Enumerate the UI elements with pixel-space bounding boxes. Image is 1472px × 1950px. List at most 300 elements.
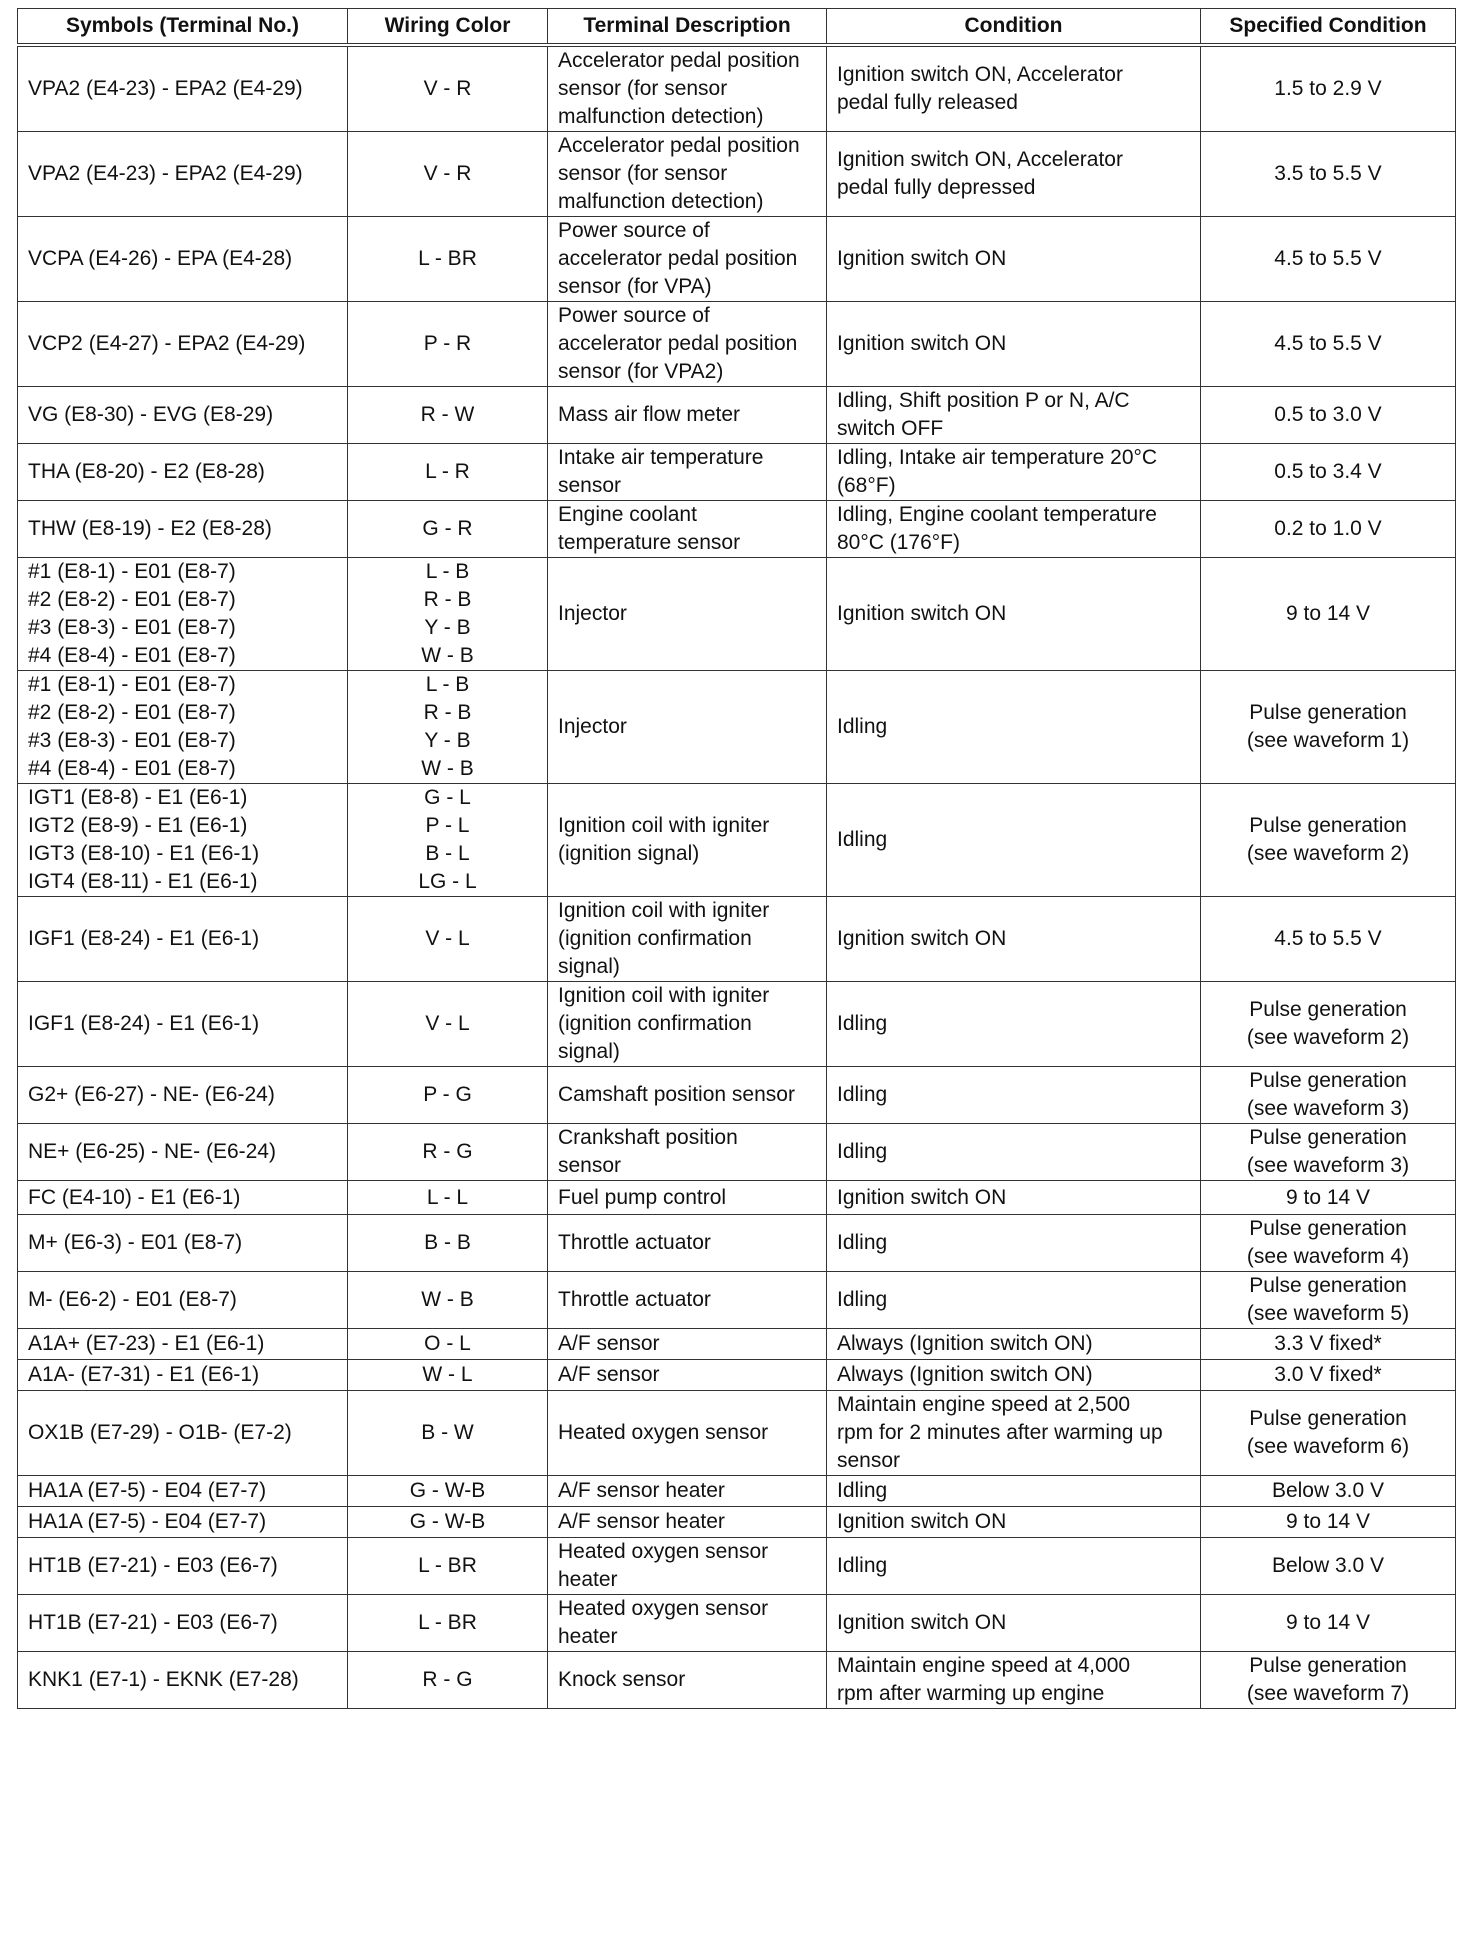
cell-line: #4 (E8-4) - E01 (E8-7) (28, 644, 236, 667)
cell-line: Pulse generation (1249, 814, 1407, 837)
table-row (18, 784, 1456, 897)
cell-specified-condition (1201, 1652, 1456, 1709)
cell-line: Intake air temperature (558, 446, 764, 469)
cell-condition (827, 897, 1201, 982)
cell-specified-condition (1201, 387, 1456, 444)
cell-symbols (18, 1595, 348, 1652)
table-row (18, 387, 1456, 444)
cell-line: Knock sensor (558, 1668, 686, 1691)
cell-symbols (18, 1538, 348, 1595)
table-row (18, 1391, 1456, 1476)
cell-symbols (18, 217, 348, 302)
cell-line: Heated oxygen sensor (558, 1540, 769, 1563)
cell-line: 4.5 to 5.5 V (1274, 332, 1382, 355)
cell-specified-condition (1201, 1507, 1456, 1538)
cell-wiring-color (348, 217, 548, 302)
cell-terminal-description (548, 1507, 827, 1538)
cell-specified-condition (1201, 1329, 1456, 1360)
table-row (18, 671, 1456, 784)
cell-line: G2+ (E6-27) - NE- (E6-24) (28, 1083, 275, 1106)
cell-symbols (18, 45, 348, 132)
cell-condition (827, 1507, 1201, 1538)
cell-wiring-color (348, 1595, 548, 1652)
cell-wiring-color (348, 558, 548, 671)
cell-line: Maintain engine speed at 4,000 (837, 1654, 1131, 1677)
cell-symbols (18, 1391, 348, 1476)
cell-line: W - L (422, 1363, 473, 1386)
cell-symbols (18, 132, 348, 217)
table-row (18, 217, 1456, 302)
cell-line: L - BR (418, 247, 477, 270)
cell-specified-condition (1201, 45, 1456, 132)
cell-line: HT1B (E7-21) - E03 (E6-7) (28, 1611, 278, 1634)
cell-line: switch OFF (837, 417, 944, 440)
cell-line: accelerator pedal position (558, 247, 798, 270)
cell-line: (see waveform 2) (1246, 842, 1410, 865)
cell-line: A1A- (E7-31) - E1 (E6-1) (28, 1363, 260, 1386)
cell-line: IGT2 (E8-9) - E1 (E6-1) (28, 814, 248, 837)
cell-terminal-description (548, 501, 827, 558)
cell-line: Pulse generation (1249, 1217, 1407, 1240)
cell-symbols (18, 1272, 348, 1329)
cell-line: A/F sensor heater (558, 1510, 725, 1533)
cell-line: Pulse generation (1249, 1407, 1407, 1430)
cell-line: Idling (837, 1554, 888, 1577)
cell-specified-condition (1201, 982, 1456, 1067)
cell-specified-condition (1201, 558, 1456, 671)
cell-line: LG - L (418, 870, 477, 893)
cell-specified-condition (1201, 501, 1456, 558)
cell-condition (827, 302, 1201, 387)
cell-wiring-color (348, 671, 548, 784)
cell-line: Accelerator pedal position (558, 134, 800, 157)
cell-line: Throttle actuator (558, 1231, 711, 1254)
cell-symbols (18, 1360, 348, 1391)
cell-line: Fuel pump control (558, 1185, 727, 1209)
cell-line: #1 (E8-1) - E01 (E8-7) (28, 560, 236, 583)
cell-specified-condition (1201, 1391, 1456, 1476)
cell-line: B - B (424, 1231, 471, 1254)
cell-line: Accelerator pedal position (558, 49, 800, 72)
cell-terminal-description (548, 1476, 827, 1507)
cell-terminal-description (548, 558, 827, 671)
table-row (18, 1476, 1456, 1507)
cell-line: sensor (837, 1449, 901, 1472)
cell-line: 9 to 14 V (1285, 1611, 1371, 1634)
cell-line: rpm for 2 minutes after warming up (837, 1421, 1163, 1444)
cell-line: OX1B (E7-29) - O1B- (E7-2) (28, 1421, 292, 1444)
cell-symbols (18, 444, 348, 501)
cell-line: Injector (558, 602, 627, 625)
table-row (18, 132, 1456, 217)
cell-condition (827, 558, 1201, 671)
cell-line: 4.5 to 5.5 V (1274, 927, 1382, 950)
cell-line: Ignition switch ON (837, 1611, 1007, 1634)
cell-line: Injector (558, 715, 627, 738)
cell-specified-condition (1201, 1595, 1456, 1652)
table-row (18, 1507, 1456, 1538)
cell-terminal-description (548, 132, 827, 217)
table-row (18, 1538, 1456, 1595)
header-wiring-color: Wiring Color (348, 9, 548, 46)
header-terminal-description: Terminal Description (548, 9, 827, 46)
cell-line: malfunction detection) (558, 190, 764, 213)
cell-wiring-color (348, 1272, 548, 1329)
cell-line: V - L (425, 1012, 470, 1035)
cell-specified-condition (1201, 671, 1456, 784)
cell-wiring-color (348, 387, 548, 444)
cell-symbols (18, 501, 348, 558)
cell-line: rpm after warming up engine (837, 1682, 1105, 1705)
cell-line: VCPA (E4-26) - EPA (E4-28) (28, 247, 293, 270)
cell-terminal-description (548, 217, 827, 302)
cell-condition (827, 132, 1201, 217)
cell-terminal-description (548, 671, 827, 784)
cell-line: Ignition switch ON (837, 332, 1007, 355)
cell-line: (see waveform 6) (1246, 1435, 1410, 1458)
cell-line: Ignition coil with igniter (558, 814, 770, 837)
cell-line: (ignition confirmation (558, 927, 752, 950)
cell-line: Ignition switch ON (837, 927, 1007, 950)
cell-terminal-description (548, 1067, 827, 1124)
cell-symbols (18, 558, 348, 671)
cell-symbols (18, 1507, 348, 1538)
cell-symbols (18, 982, 348, 1067)
cell-line: IGT4 (E8-11) - E1 (E6-1) (28, 870, 258, 893)
cell-line: sensor (558, 474, 622, 497)
cell-condition (827, 1272, 1201, 1329)
cell-line: A/F sensor (558, 1363, 660, 1386)
cell-line: Always (Ignition switch ON) (837, 1332, 1093, 1355)
cell-wiring-color (348, 302, 548, 387)
cell-line: Ignition switch ON, Accelerator (837, 63, 1123, 86)
cell-wiring-color (348, 1124, 548, 1181)
cell-condition (827, 1329, 1201, 1360)
cell-condition (827, 387, 1201, 444)
cell-symbols (18, 1476, 348, 1507)
cell-line: IGF1 (E8-24) - E1 (E6-1) (28, 927, 260, 950)
cell-line: V - R (423, 162, 472, 185)
cell-specified-condition (1201, 1476, 1456, 1507)
cell-condition (827, 1652, 1201, 1709)
cell-line: Throttle actuator (558, 1288, 711, 1311)
cell-line: G - R (422, 517, 473, 540)
cell-line: W - B (421, 644, 474, 667)
cell-line: VG (E8-30) - EVG (E8-29) (28, 403, 274, 426)
cell-symbols (18, 1067, 348, 1124)
cell-line: (68°F) (837, 474, 896, 497)
cell-line: R - G (422, 1140, 473, 1163)
cell-symbols (18, 387, 348, 444)
cell-terminal-description (548, 982, 827, 1067)
table-row (18, 1329, 1456, 1360)
cell-line: (see waveform 3) (1246, 1097, 1410, 1120)
cell-line: L - B (425, 673, 470, 696)
table-row (18, 1360, 1456, 1391)
cell-line: Idling, Intake air temperature 20°C (837, 446, 1158, 469)
cell-terminal-description (548, 1595, 827, 1652)
cell-line: KNK1 (E7-1) - EKNK (E7-28) (28, 1668, 299, 1691)
cell-line: M- (E6-2) - E01 (E8-7) (28, 1288, 237, 1311)
cell-condition (827, 1595, 1201, 1652)
cell-line: Idling (837, 715, 888, 738)
cell-line: W - B (421, 757, 474, 780)
header-symbols: Symbols (Terminal No.) (18, 9, 348, 46)
cell-wiring-color (348, 1476, 548, 1507)
cell-symbols (18, 1329, 348, 1360)
cell-condition (827, 1476, 1201, 1507)
header-row (18, 9, 1456, 46)
cell-line: IGT1 (E8-8) - E1 (E6-1) (28, 786, 248, 809)
cell-line: Below 3.0 V (1271, 1554, 1385, 1577)
table-row (18, 1181, 1456, 1215)
cell-line: Ignition switch ON (837, 247, 1007, 270)
cell-line: #4 (E8-4) - E01 (E8-7) (28, 757, 236, 780)
cell-wiring-color (348, 1181, 548, 1215)
cell-terminal-description (548, 1124, 827, 1181)
cell-line: Ignition switch ON, Accelerator (837, 148, 1123, 171)
cell-line: Crankshaft position (558, 1126, 738, 1149)
cell-line: Ignition coil with igniter (558, 984, 770, 1007)
cell-condition (827, 1391, 1201, 1476)
cell-wiring-color (348, 1067, 548, 1124)
cell-line: Pulse generation (1249, 1069, 1407, 1092)
cell-line: (see waveform 7) (1246, 1682, 1410, 1705)
table-row (18, 1215, 1456, 1272)
cell-terminal-description (548, 1391, 827, 1476)
cell-line: Idling, Shift position P or N, A/C (837, 389, 1130, 412)
cell-line: FC (E4-10) - E1 (E6-1) (28, 1185, 241, 1209)
cell-specified-condition (1201, 132, 1456, 217)
cell-line: heater (558, 1568, 618, 1591)
cell-condition (827, 1067, 1201, 1124)
cell-line: P - R (423, 332, 472, 355)
cell-symbols (18, 1215, 348, 1272)
cell-line: Ignition switch ON (837, 1185, 1007, 1209)
cell-condition (827, 1215, 1201, 1272)
cell-line: Pulse generation (1249, 998, 1407, 1021)
cell-wiring-color (348, 1652, 548, 1709)
cell-wiring-color (348, 132, 548, 217)
cell-line: Idling (837, 1288, 888, 1311)
cell-line: sensor (for VPA) (558, 275, 712, 298)
cell-specified-condition (1201, 1538, 1456, 1595)
table-row (18, 1124, 1456, 1181)
cell-condition (827, 217, 1201, 302)
cell-line: Below 3.0 V (1271, 1479, 1385, 1502)
cell-terminal-description (548, 1538, 827, 1595)
cell-wiring-color (348, 1360, 548, 1391)
cell-terminal-description (548, 387, 827, 444)
cell-line: O - L (424, 1332, 471, 1355)
cell-line: accelerator pedal position (558, 332, 798, 355)
cell-line: (ignition signal) (558, 842, 700, 865)
cell-line: HT1B (E7-21) - E03 (E6-7) (28, 1554, 278, 1577)
cell-wiring-color (348, 45, 548, 132)
cell-wiring-color (348, 1329, 548, 1360)
cell-line: Ignition coil with igniter (558, 899, 770, 922)
cell-line: Maintain engine speed at 2,500 (837, 1393, 1131, 1416)
cell-specified-condition (1201, 1067, 1456, 1124)
cell-line: malfunction detection) (558, 105, 764, 128)
header-condition: Condition (827, 9, 1201, 46)
cell-terminal-description (548, 45, 827, 132)
cell-line: HA1A (E7-5) - E04 (E7-7) (28, 1479, 267, 1502)
cell-line: 0.2 to 1.0 V (1274, 517, 1382, 540)
cell-line: Idling (837, 1140, 888, 1163)
cell-symbols (18, 897, 348, 982)
cell-line: Pulse generation (1249, 1126, 1407, 1149)
cell-line: Always (Ignition switch ON) (837, 1363, 1093, 1386)
cell-specified-condition (1201, 1272, 1456, 1329)
cell-line: IGT3 (E8-10) - E1 (E6-1) (28, 842, 260, 865)
cell-specified-condition (1201, 444, 1456, 501)
cell-line: (ignition confirmation (558, 1012, 752, 1035)
cell-line: sensor (for VPA2) (558, 360, 724, 383)
cell-line: #3 (E8-3) - E01 (E8-7) (28, 729, 236, 752)
cell-symbols (18, 1124, 348, 1181)
cell-line: pedal fully released (837, 91, 1018, 114)
cell-line: Heated oxygen sensor (558, 1597, 769, 1620)
table-row (18, 982, 1456, 1067)
cell-line: Idling (837, 828, 888, 851)
cell-terminal-description (548, 1215, 827, 1272)
cell-condition (827, 1360, 1201, 1391)
cell-line: Idling (837, 1083, 888, 1106)
cell-terminal-description (548, 897, 827, 982)
cell-line: #2 (E8-2) - E01 (E8-7) (28, 701, 236, 724)
cell-line: M+ (E6-3) - E01 (E8-7) (28, 1231, 243, 1254)
cell-line: (see waveform 2) (1246, 1026, 1410, 1049)
table-body (18, 45, 1456, 1709)
cell-line: L - R (425, 460, 470, 483)
cell-line: signal) (558, 955, 620, 978)
cell-wiring-color (348, 1215, 548, 1272)
cell-condition (827, 1124, 1201, 1181)
cell-wiring-color (348, 897, 548, 982)
cell-line: 9 to 14 V (1285, 1185, 1371, 1209)
cell-line: 0.5 to 3.4 V (1274, 460, 1382, 483)
cell-line: R - B (423, 701, 472, 724)
cell-condition (827, 1181, 1201, 1215)
cell-symbols (18, 671, 348, 784)
cell-condition (827, 784, 1201, 897)
cell-line: VPA2 (E4-23) - EPA2 (E4-29) (28, 77, 303, 100)
cell-wiring-color (348, 1507, 548, 1538)
cell-line: G - W-B (409, 1479, 486, 1502)
cell-line: B - W (421, 1421, 474, 1444)
table-row (18, 302, 1456, 387)
cell-terminal-description (548, 1652, 827, 1709)
cell-condition (827, 982, 1201, 1067)
cell-symbols (18, 784, 348, 897)
table-row (18, 1272, 1456, 1329)
cell-line: sensor (for sensor (558, 162, 728, 185)
cell-line: 80°C (176°F) (837, 531, 961, 554)
cell-line: V - R (423, 77, 472, 100)
cell-line: L - B (425, 560, 470, 583)
cell-line: R - G (422, 1668, 473, 1691)
cell-line: Y - B (424, 729, 471, 752)
cell-wiring-color (348, 982, 548, 1067)
cell-line: temperature sensor (558, 531, 741, 554)
table-row (18, 1067, 1456, 1124)
cell-line: pedal fully depressed (837, 176, 1036, 199)
cell-line: P - L (425, 814, 470, 837)
table-row (18, 558, 1456, 671)
cell-line: sensor (for sensor (558, 77, 728, 100)
cell-symbols (18, 1181, 348, 1215)
cell-terminal-description (548, 1181, 827, 1215)
ecm-terminal-table (17, 8, 1456, 1709)
cell-line: Idling (837, 1012, 888, 1035)
cell-line: VPA2 (E4-23) - EPA2 (E4-29) (28, 162, 303, 185)
cell-line: (see waveform 5) (1246, 1302, 1410, 1325)
cell-terminal-description (548, 784, 827, 897)
cell-line: W - B (421, 1288, 474, 1311)
cell-line: THW (E8-19) - E2 (E8-28) (28, 517, 272, 540)
cell-line: R - B (423, 588, 472, 611)
table-row (18, 1595, 1456, 1652)
cell-line: THA (E8-20) - E2 (E8-28) (28, 460, 265, 483)
cell-line: G - L (424, 786, 471, 809)
cell-specified-condition (1201, 784, 1456, 897)
cell-specified-condition (1201, 217, 1456, 302)
cell-line: Heated oxygen sensor (558, 1421, 769, 1444)
cell-line: #2 (E8-2) - E01 (E8-7) (28, 588, 236, 611)
cell-line: Engine coolant (558, 503, 697, 526)
cell-line: 0.5 to 3.0 V (1274, 403, 1382, 426)
cell-line: Idling, Engine coolant temperature (837, 503, 1157, 526)
cell-condition (827, 671, 1201, 784)
cell-specified-condition (1201, 1360, 1456, 1391)
cell-line: L - BR (418, 1611, 477, 1634)
cell-line: Pulse generation (1249, 1654, 1407, 1677)
cell-wiring-color (348, 1538, 548, 1595)
cell-line: Power source of (558, 304, 710, 327)
cell-line: A/F sensor heater (558, 1479, 725, 1502)
cell-line: #3 (E8-3) - E01 (E8-7) (28, 616, 236, 639)
table-row (18, 45, 1456, 132)
cell-specified-condition (1201, 897, 1456, 982)
cell-condition (827, 45, 1201, 132)
cell-line: V - L (425, 927, 470, 950)
cell-condition (827, 501, 1201, 558)
cell-line: Pulse generation (1249, 1274, 1407, 1297)
cell-condition (827, 1538, 1201, 1595)
cell-line: #1 (E8-1) - E01 (E8-7) (28, 673, 236, 696)
table-row (18, 501, 1456, 558)
cell-line: signal) (558, 1040, 620, 1063)
table-row (18, 444, 1456, 501)
cell-line: Idling (837, 1479, 888, 1502)
cell-line: L - L (426, 1185, 469, 1209)
cell-line: Ignition switch ON (837, 602, 1007, 625)
cell-line: 3.0 V fixed* (1274, 1363, 1382, 1386)
cell-line: IGF1 (E8-24) - E1 (E6-1) (28, 1012, 260, 1035)
cell-line: Y - B (424, 616, 471, 639)
cell-line: 3.3 V fixed* (1274, 1332, 1382, 1355)
cell-wiring-color (348, 784, 548, 897)
cell-line: 9 to 14 V (1285, 1510, 1371, 1533)
cell-symbols (18, 302, 348, 387)
cell-specified-condition (1201, 1124, 1456, 1181)
cell-line: P - G (423, 1083, 472, 1106)
cell-condition (827, 444, 1201, 501)
cell-line: 3.5 to 5.5 V (1274, 162, 1382, 185)
cell-line: Idling (837, 1231, 888, 1254)
cell-line: sensor (558, 1154, 622, 1177)
